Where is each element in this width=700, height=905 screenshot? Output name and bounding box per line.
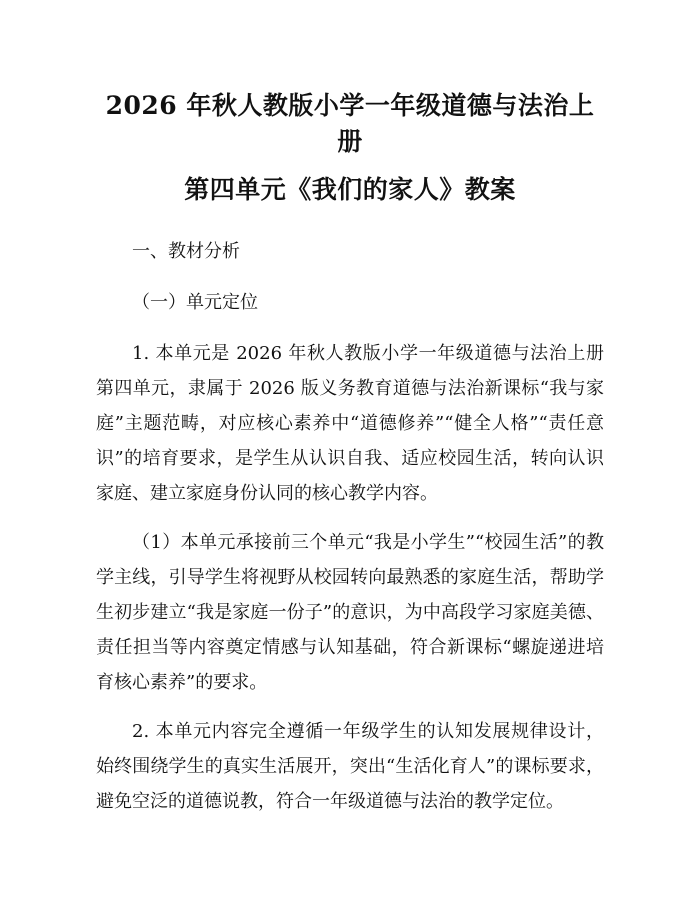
subsection-heading: （一）单元定位	[132, 292, 258, 313]
paragraph-1: 1. 本单元是 2026 年秋人教版小学一年级道德与法治上册第四单元，隶属于 2026 版义务教育道德与法治新课标“我与家庭”主题范畴，对应核心素养中“道德修养”“健全人格”“责任意识”的培育要求，是学生从认识自我、适应校园生活，转向认识家庭、建立家庭身份认同的核心教学内容。	[96, 343, 604, 504]
document-title-line-1: 2026 年秋人教版小学一年级道德与法治上册	[105, 91, 595, 156]
paragraph-3: 2. 本单元内容完全遵循一年级学生的认知发展规律设计，始终围绕学生的真实生活展开，突出“生活化育人”的课标要求，避免空泛的道德说教，符合一年级道德与法治的教学定位。	[96, 721, 604, 812]
section-heading: 一、教材分析	[132, 241, 240, 262]
document-title-line-2: 第四单元《我们的家人》教案	[184, 175, 516, 204]
paragraph-2: （1）本单元承接前三个单元“我是小学生”“校园生活”的教学主线，引导学生将视野从校园转向最熟悉的家庭生活，帮助学生初步建立“我是家庭一份子”的意识，为中高段学习家庭美德、责任担当等内容奠定情感与认知基础，符合新课标“螺旋递进培育核心素养”的要求。	[96, 532, 604, 693]
